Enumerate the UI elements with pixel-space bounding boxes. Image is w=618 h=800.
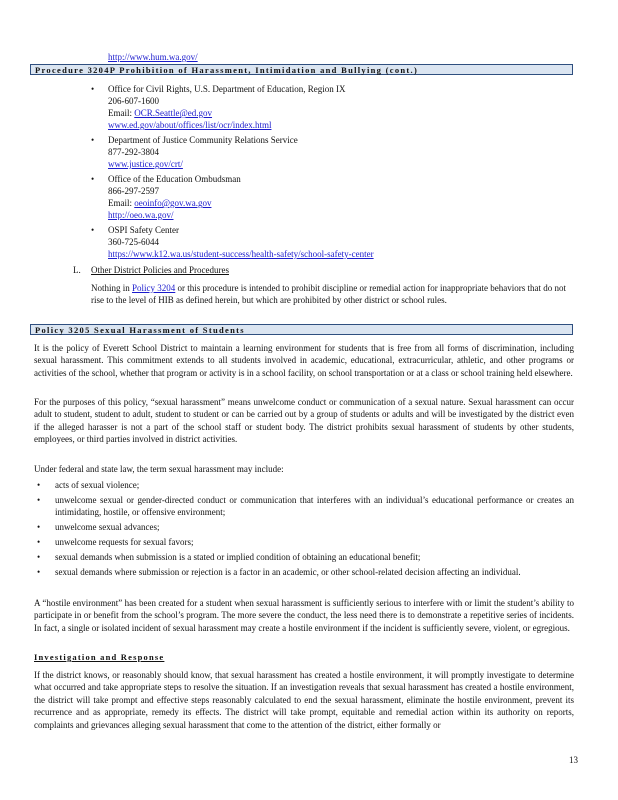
list-item: sexual demands where submission or rejection is a factor in an academic, or other school-related decision affecting an individual. <box>55 567 521 577</box>
policy-paragraph-2: For the purposes of this policy, “sexual harassment” means unwelcome conduct or communication of a sexual nature. Sexual harassment can occur adult to student, student to adult, student to student or can be carried out by a group of students or adults and will be investigated by the district even if the alleged harasser is not a part of the school staff or student body. The district prohibits sexual harassment of students by other students, employees, or third parties involved in district activities. <box>34 397 574 445</box>
contact-email-link[interactable]: OCR.Seattle@ed.gov <box>134 108 213 118</box>
investigation-subheading: Investigation and Response <box>34 652 165 662</box>
email-label: Email: <box>108 108 135 118</box>
list-item: sexual demands when submission is a stated or implied condition of obtaining an educational benefit; <box>55 552 421 562</box>
contact-email-link[interactable]: oeoinfo@gov.wa.gov <box>134 198 212 208</box>
list-item: unwelcome sexual or gender-directed conduct or communication that interferes with an individual’s educational performance or creates an intimidating, hostile, or offensive environment; <box>55 495 574 518</box>
hum-link[interactable]: http://www.hum.wa.gov/ <box>108 52 198 62</box>
policy-paragraph-3: Under federal and state law, the term sexual harassment may include: <box>34 464 284 474</box>
section-l-text-pre: Nothing in <box>91 283 133 293</box>
contact-url-link[interactable]: www.ed.gov/about/offices/list/ocr/index.html <box>108 120 272 130</box>
section-l-body <box>91 282 566 307</box>
contact-url-link[interactable]: http://oeo.wa.gov/ <box>108 210 174 220</box>
section-l-title: Other District Policies and Procedures <box>91 265 229 275</box>
policy-paragraph-4: A “hostile environment” has been created for a student when sexual harassment is sufficiently serious to interfere with or limit the student’s ability to participate in or benefit from the school’s program. The more severe the conduct, the less need there is to demonstrate a repetitive series of incidents. In fact, a single or isolated incident of sexual harassment may create a hostile environment if the incident is sufficiently severe, violent, or egregious. <box>34 598 574 633</box>
contact-phone: 877-292-3804 <box>108 147 159 157</box>
bullet-icon: • <box>91 225 95 235</box>
bullet-icon: • <box>91 174 95 184</box>
contact-url-link[interactable]: www.justice.gov/crt/ <box>108 159 183 169</box>
list-item: unwelcome requests for sexual favors; <box>55 537 194 547</box>
bullet-icon: • <box>37 495 41 505</box>
bullet-icon: • <box>37 522 41 532</box>
contact-name: Department of Justice Community Relations Service <box>108 135 298 145</box>
email-label: Email: <box>108 198 135 208</box>
bullet-icon: • <box>37 552 41 562</box>
policy-paragraph-5: If the district knows, or reasonably should know, that sexual harassment has created a hostile environment, it will promptly investigate to determine what occurred and take appropriate steps to resolve the situation. If an investigation reveals that sexual harassment has created a hostile environment, the district will take prompt and effective steps reasonably calculated to end the sexual harassment, eliminate the hostile environment, prevent its recurrence and as appropriate, remedy its effects. The district will take prompt, equitable and remedial action within its authority on reports, complaints and grievances alleging sexual harassment that come to the attention of the district, either formally or <box>34 670 574 730</box>
bullet-icon: • <box>37 480 41 490</box>
contact-email-row <box>108 107 212 119</box>
contact-name: OSPI Safety Center <box>108 225 179 235</box>
section-l-letter: L. <box>73 265 81 275</box>
policy-3204-link[interactable]: Policy 3204 <box>132 283 176 293</box>
contact-url-link[interactable]: https://www.k12.wa.us/student-success/health-safety/school-safety-center <box>108 249 374 259</box>
bullet-icon: • <box>37 537 41 547</box>
contact-name: Office for Civil Rights, U.S. Department of Education, Region IX <box>108 84 346 94</box>
contact-email-row <box>108 197 211 209</box>
bullet-icon: • <box>91 135 95 145</box>
list-item: acts of sexual violence; <box>55 480 140 490</box>
contact-phone: 360-725-6044 <box>108 237 159 247</box>
bullet-icon: • <box>37 567 41 577</box>
policy-header-bar: Policy 3205 Sexual Harassment of Students <box>30 324 573 335</box>
section-l-text-post: or this procedure is intended to prohibit discipline or remedial action for inappropriate behaviors that do not rise to the level of HIB as defined herein, but which are prohibited by other district or school rules. <box>91 283 566 306</box>
policy-paragraph-1: It is the policy of Everett School District to maintain a learning environment for students that is free from all forms of discrimination, including sexual harassment. This commitment extends to all students involved in academic, educational, extracurricular, athletic, and other programs or activities of the school, whether that program or activity is in a school facility, on school transportation or at a class or school training held elsewhere. <box>34 343 574 378</box>
procedure-header-bar: Procedure 3204P Prohibition of Harassment, Intimidation and Bullying (cont.) <box>30 64 573 75</box>
contact-phone: 206-607-1600 <box>108 96 159 106</box>
list-item: unwelcome sexual advances; <box>55 522 160 532</box>
contact-phone: 866-297-2597 <box>108 186 159 196</box>
contact-name: Office of the Education Ombudsman <box>108 174 241 184</box>
bullet-icon: • <box>91 84 95 94</box>
page-number: 13 <box>569 755 578 765</box>
